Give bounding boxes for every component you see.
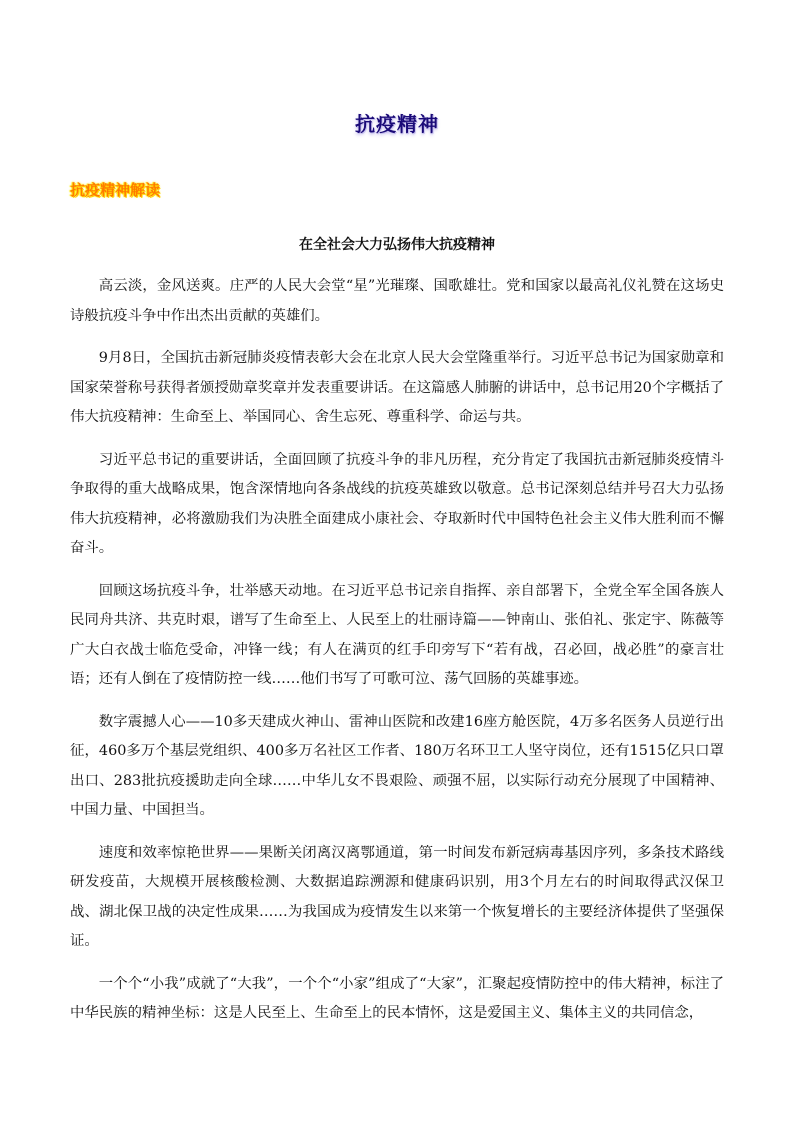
paragraph: 一个个“小我”成就了“大我”，一个个“小家”组成了“大家”，汇聚起疫情防控中的伟大精神，标注了中华民族的精神坐标：这是人民至上、生命至上的民本情怀，这是爱国主义、集体主义的共同信念， [70, 975, 724, 1021]
paragraph: 回顾这场抗疫斗争，壮举感天动地。在习近平总书记亲自指挥、亲自部署下，全党全军全国各族人民同舟共济、共克时艰，谱写了生命至上、人民至上的壮丽诗篇——钟南山、张伯礼、张定宇、陈薇等广大白衣战士临危受命，冲锋一线；有人在满页的红手印旁写下“若有战，召必回，战必胜”的豪言壮语；还有人倒在了疫情防控一线……他们书写了可歌可泣、荡气回肠的英雄事迹。 [70, 582, 724, 687]
paragraph: 高云淡，金风送爽。庄严的人民大会堂“星”光璀璨、国歌雄壮。党和国家以最高礼仪礼赞在这场史诗般抗疫斗争中作出杰出贡献的英雄们。 [70, 278, 724, 324]
paragraph: 速度和效率惊艳世界——果断关闭离汉离鄂通道，第一时间发布新冠病毒基因序列，多条技术路线研发疫苗，大规模开展核酸检测、大数据追踪溯源和健康码识别，用3个月左右的时间取得武汉保卫战、湖北保卫战的决定性成果……为我国成为疫情发生以来第一个恢复增长的主要经济体提供了坚强保证。 [70, 844, 724, 949]
article-body [70, 272, 724, 1042]
page-title: 抗疫精神 [355, 112, 439, 136]
paragraph: 数字震撼人心——10多天建成火神山、雷神山医院和改建16座方舱医院，4万多名医务人员逆行出征，460多万个基层党组织、400多万名社区工作者、180万名环卫工人坚守岗位，还有1515亿只口罩出口、283批抗疫援助走向全球……中华儿女不畏艰险、顽强不屈，以实际行动充分展现了中国精神、中国力量、中国担当。 [70, 713, 724, 818]
section-heading: 抗疫精神解读 [70, 181, 161, 199]
article-title: 在全社会大力弘扬伟大抗疫精神 [299, 237, 495, 253]
paragraph: 9月8日，全国抗击新冠肺炎疫情表彰大会在北京人民大会堂隆重举行。习近平总书记为国家勋章和国家荣誉称号获得者颁授勋章奖章并发表重要讲话。在这篇感人肺腑的讲话中，总书记用20个字概括了伟大抗疫精神：生命至上、举国同心、舍生忘死、尊重科学、命运与共。 [70, 350, 724, 425]
paragraph: 习近平总书记的重要讲话，全面回顾了抗疫斗争的非凡历程，充分肯定了我国抗击新冠肺炎疫情斗争取得的重大战略成果，饱含深情地向各条战线的抗疫英雄致以敬意。总书记深刻总结并号召大力弘扬伟大抗疫精神，必将激励我们为决胜全面建成小康社会、夺取新时代中国特色社会主义伟大胜利而不懈奋斗。 [70, 451, 724, 556]
